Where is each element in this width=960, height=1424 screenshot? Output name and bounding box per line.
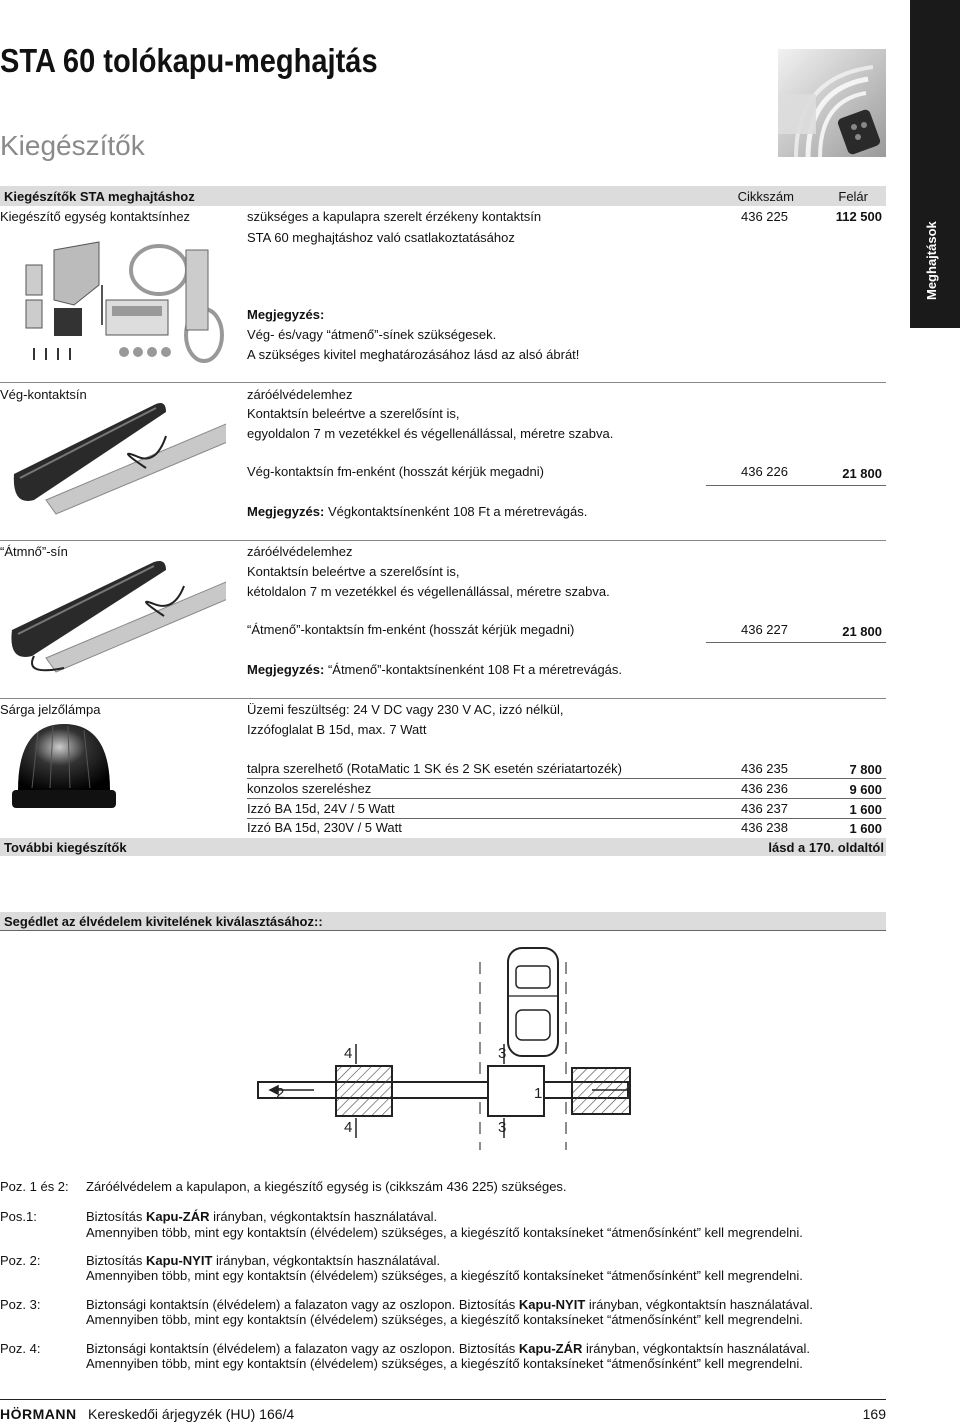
guide-note-pos: Poz. 4: <box>0 1341 41 1356</box>
row2-item: Vég-kontaktsín fm-enként (hosszát kérjük megadni) <box>247 464 544 479</box>
guide-title: Segédlet az élvédelem kivitelének kiválasztásához:: <box>4 914 323 929</box>
row1-line: STA 60 meghajtáshoz való csatlakoztatásához <box>247 230 515 245</box>
row1-line: szükséges a kapulapra szerelt érzékeny kontaktsín <box>247 209 542 224</box>
side-tab-label: Meghajtások <box>924 221 939 300</box>
guide-note-pos: Poz. 1 és 2: <box>0 1179 69 1194</box>
row4-item-price: 1 600 <box>849 821 882 836</box>
row2-note-label: Megjegyzés: <box>247 504 325 519</box>
page-number: 169 <box>862 1406 886 1422</box>
end-contact-rail-image <box>6 396 226 516</box>
row3-note <box>247 662 622 678</box>
row3-price: 21 800 <box>842 624 882 639</box>
guide-note-pos: Poz. 2: <box>0 1253 41 1268</box>
more-accessories-ref: lásd a 170. oldaltól <box>768 840 884 855</box>
row4-item-label: Izzó BA 15d, 24V / 5 Watt <box>247 801 395 816</box>
warning-lamp-image <box>8 718 120 818</box>
guide-note-text: Biztosítás Kapu-NYIT irányban, végkontaktsín használatával. <box>86 1253 441 1268</box>
diagram-label: 2 <box>276 1085 285 1102</box>
price-underline <box>706 642 886 643</box>
row-divider <box>0 382 886 383</box>
row-divider <box>0 698 886 699</box>
row3-name: “Átmnő”-sín <box>0 544 68 559</box>
row4-item-article: 436 237 <box>741 801 788 816</box>
row2-note <box>247 504 587 520</box>
diagram-label: 3 <box>498 1119 507 1136</box>
guide-note-text: Amennyiben több, mint egy kontaktsín (élvédelem) szükséges, a kiegészítő kontaksíneket “átmenősínként” kell megrendelni. <box>86 1356 803 1371</box>
diagram-label: 1 <box>534 1085 543 1102</box>
item-divider <box>247 778 886 779</box>
row3-note-label: Megjegyzés: <box>247 662 325 677</box>
guide-note-text: Záróélvédelem a kapulapon, a kiegészítő egység is (cikkszám 436 225) szükséges. <box>86 1179 567 1194</box>
row3-line: kétoldalon 7 m vezetékkel és végellenállással, méretre szabva. <box>247 584 610 599</box>
pass-through-rail-image <box>4 556 226 674</box>
row4-item-label: talpra szerelhető (RotaMatic 1 SK és 2 SK esetén szériatartozék) <box>247 761 623 776</box>
row2-article: 436 226 <box>741 464 788 479</box>
row1-article: 436 225 <box>741 209 788 224</box>
row2-line: egyoldalon 7 m vezetékkel és végellenállással, méretre szabva. <box>247 426 614 441</box>
row2-price: 21 800 <box>842 466 882 481</box>
item-divider <box>247 818 886 819</box>
guide-note-text: Biztosítás Kapu-ZÁR irányban, végkontaktsín használatával. <box>86 1209 438 1224</box>
remote-control-image <box>778 49 886 157</box>
row4-item-article: 436 235 <box>741 761 788 776</box>
row3-item: “Átmenő”-kontaktsín fm-enként (hosszát kérjük megadni) <box>247 622 575 637</box>
row1-name: Kiegészítő egység kontaktsínhez <box>0 209 191 224</box>
footer-text: Kereskedői árjegyzék (HU) 166/4 <box>88 1406 295 1422</box>
control-unit-kit-image <box>14 230 228 370</box>
guide-note-text: Biztonsági kontaktsín (élvédelem) a falazaton vagy az oszlopon. Biztosítás Kapu-ZÁR irányban, végkontaktsín használatával. <box>86 1341 811 1356</box>
row2-line: Kontaktsín beleértve a szerelősínt is, <box>247 406 460 421</box>
row1-note-label: Megjegyzés: <box>247 307 325 322</box>
row2-line: záróélvédelemhez <box>247 387 353 402</box>
row4-item-price: 7 800 <box>849 762 882 777</box>
guide-note-text: Biztonsági kontaktsín (élvédelem) a falazaton vagy az oszlopon. Biztosítás Kapu-NYIT irányban, végkontaktsín használatával. <box>86 1297 813 1312</box>
row1-note-line: A szükséges kivitel meghatározásához lásd az alsó ábrát! <box>247 347 580 362</box>
row3-article: 436 227 <box>741 622 788 637</box>
price-underline <box>706 485 886 486</box>
diagram-label: 4 <box>344 1119 353 1136</box>
row4-item-label: konzolos szereléshez <box>247 781 372 796</box>
row4-item-article: 436 236 <box>741 781 788 796</box>
guide-note-text: Amennyiben több, mint egy kontaktsín (élvédelem) szükséges, a kiegészítő kontaksíneket “átmenősínként” kell megrendelni. <box>86 1268 803 1283</box>
item-divider <box>247 798 886 799</box>
edge-protection-diagram <box>240 940 650 1170</box>
side-tab <box>910 0 960 328</box>
guide-divider <box>0 930 886 931</box>
row3-note-text: “Átmenő”-kontaktsínenként 108 Ft a méretrevágás. <box>327 662 623 677</box>
row2-name: Vég-kontaktsín <box>0 387 87 402</box>
diagram-label: 4 <box>344 1045 353 1062</box>
row3-line: Kontaktsín beleértve a szerelősínt is, <box>247 564 460 579</box>
row4-item-price: 1 600 <box>849 802 882 817</box>
row-divider <box>0 540 886 541</box>
diagram-label: 3 <box>498 1045 507 1062</box>
footer-divider <box>0 1399 886 1400</box>
row2-note-text: Végkontaktsínenként 108 Ft a méretrevágás. <box>327 504 588 519</box>
table-header-label: Kiegészítők STA meghajtáshoz <box>4 189 195 204</box>
brand-logo: HÖRMANN <box>0 1406 77 1422</box>
row1-note-line: Vég- és/vagy “átmenő”-sínek szükségesek. <box>247 327 497 342</box>
row4-item-article: 436 238 <box>741 820 788 835</box>
guide-note-pos: Poz. 3: <box>0 1297 41 1312</box>
col-article-header: Cikkszám <box>737 189 794 204</box>
section-subtitle: Kiegészítők <box>0 130 145 161</box>
more-accessories-label: További kiegészítők <box>4 840 127 855</box>
row4-item-label: Izzó BA 15d, 230V / 5 Watt <box>247 820 402 835</box>
row1-price: 112 500 <box>835 209 882 224</box>
row4-line: Üzemi feszültség: 24 V DC vagy 230 V AC, izzó nélkül, <box>247 702 564 717</box>
row4-name: Sárga jelzőlámpa <box>0 702 101 717</box>
row4-line: Izzófoglalat B 15d, max. 7 Watt <box>247 722 427 737</box>
guide-note-pos: Pos.1: <box>0 1209 37 1224</box>
row4-item-price: 9 600 <box>849 782 882 797</box>
guide-note-text: Amennyiben több, mint egy kontaktsín (élvédelem) szükséges, a kiegészítő kontaksíneket “átmenősínként” kell megrendelni. <box>86 1225 803 1240</box>
guide-note-text: Amennyiben több, mint egy kontaktsín (élvédelem) szükséges, a kiegészítő kontaksíneket “átmenősínként” kell megrendelni. <box>86 1312 803 1327</box>
page-title: STA 60 tolókapu-meghajtás <box>0 42 378 79</box>
col-price-header: Felár <box>838 189 868 204</box>
row3-line: záróélvédelemhez <box>247 544 353 559</box>
